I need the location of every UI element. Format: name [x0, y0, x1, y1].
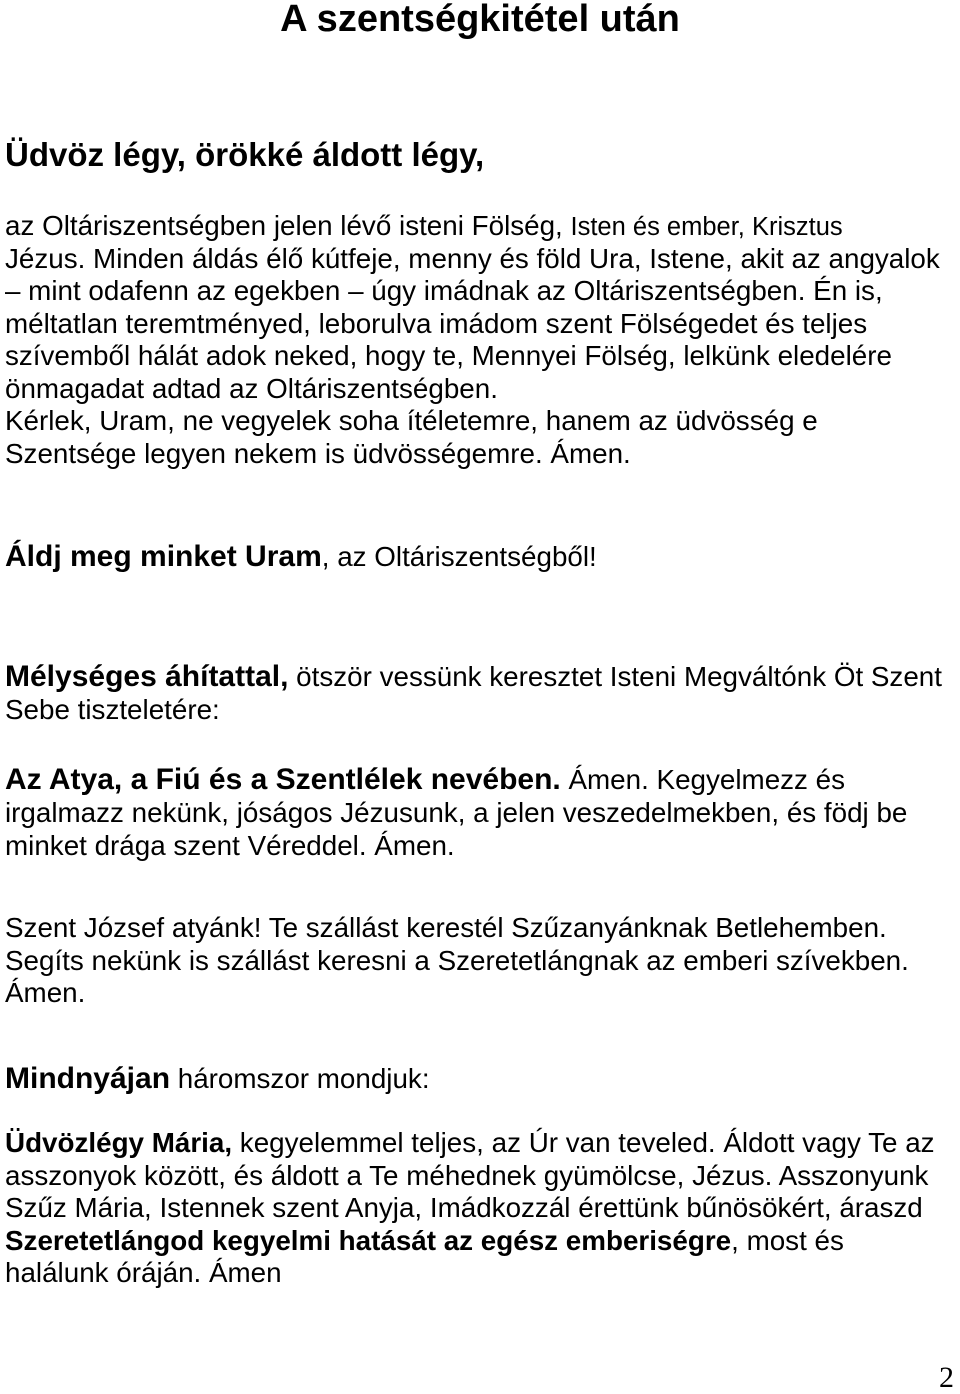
greeting-heading: Üdvöz légy, örökké áldott légy,	[5, 136, 485, 173]
adoration-prayer	[5, 210, 955, 470]
wounds-line	[5, 660, 955, 693]
wounds-paragraph	[5, 660, 955, 726]
hail-mary-text: , most és	[731, 1224, 844, 1256]
instruction-bold-text: Mindnyájan	[5, 1062, 171, 1095]
prayer-line: Kérlek, Uram, ne vegyelek soha ítéletemre, hanem az üdvösség e	[5, 405, 818, 436]
trinity-line: irgalmazz nekünk, jóságos Jézusunk, a jelen veszedelmekben, és födj be	[5, 797, 908, 828]
joseph-line: Ámen.	[5, 977, 86, 1008]
trinity-line	[5, 763, 955, 796]
wounds-line: Sebe tiszteletére:	[5, 694, 220, 725]
instruction-paragraph	[5, 1061, 955, 1097]
blessing-paragraph	[5, 539, 955, 575]
hail-mary-line	[5, 1127, 955, 1160]
trinity-paragraph	[5, 763, 955, 862]
blessing-bold-text: Áldj meg minket Uram	[5, 540, 322, 573]
page-number: 2	[939, 1361, 954, 1394]
prayer-text-small: Isten és ember, Krisztus	[570, 213, 843, 241]
instruction-line	[5, 1061, 955, 1097]
page-title: A szentségkitétel után	[280, 0, 680, 40]
wounds-bold-text: Mélységes áhítattal,	[5, 660, 289, 693]
joseph-line: Szent József atyánk! Te szállást kerestél Szűzanyánknak Betlehemben.	[5, 912, 887, 943]
prayer-text: az Oltáriszentségben jelen lévő isteni Fölség,	[5, 210, 571, 241]
hail-mary-prayer	[5, 1127, 955, 1290]
trinity-text: Ámen. Kegyelmezz és	[560, 764, 846, 795]
hail-mary-bold-text: Szeretetlángod kegyelmi hatását az egész emberiségre	[5, 1224, 732, 1256]
prayer-line: Jézus. Minden áldás élő kútfeje, menny és föld Ura, Istene, akit az angyalok	[5, 242, 940, 274]
prayer-line: Szentsége legyen nekem is üdvösségemre. Ámen.	[5, 437, 631, 469]
trinity-bold-text: Az Atya, a Fiú és a Szentlélek nevében.	[5, 763, 561, 796]
blessing-line	[5, 539, 955, 575]
prayer-line	[5, 210, 955, 243]
trinity-line: minket drága szent Véreddel. Ámen.	[5, 830, 455, 861]
joseph-paragraph	[5, 912, 955, 1010]
blessing-text: , az Oltáriszentségből!	[321, 541, 597, 572]
hail-mary-text: kegyelemmel teljes, az Úr van teveled. Áldott vagy Te az	[232, 1127, 935, 1158]
prayer-line: – mint odafenn az egekben – úgy imádnak az Oltáriszentségben. Én is,	[5, 275, 883, 306]
joseph-line: Segíts nekünk is szállást keresni a Szeretetlángnak az emberi szívekben.	[5, 944, 909, 976]
prayer-line: méltatlan teremtményed, leborulva imádom szent Fölségedet és teljes	[5, 307, 868, 339]
hail-mary-line: Szűz Mária, Istennek szent Anyja, Imádkozzál érettünk bűnösökért, áraszd	[5, 1192, 923, 1223]
hail-mary-line	[5, 1225, 955, 1258]
wounds-text: ötször vessünk keresztet Isteni Megváltónk Öt Szent	[288, 661, 942, 692]
hail-mary-bold-text: Üdvözlégy Mária,	[5, 1127, 233, 1158]
instruction-text: háromszor mondjuk:	[170, 1063, 430, 1094]
hail-mary-line: halálunk óráján. Ámen	[5, 1257, 282, 1288]
prayer-line: szívemből hálát adok neked, hogy te, Mennyei Fölség, lelkünk eledelére	[5, 340, 892, 371]
hail-mary-line: asszonyok között, és áldott a Te méhednek gyümölcse, Jézus. Asszonyunk	[5, 1159, 929, 1191]
prayer-line: önmagadat adtad az Oltáriszentségben.	[5, 372, 498, 404]
